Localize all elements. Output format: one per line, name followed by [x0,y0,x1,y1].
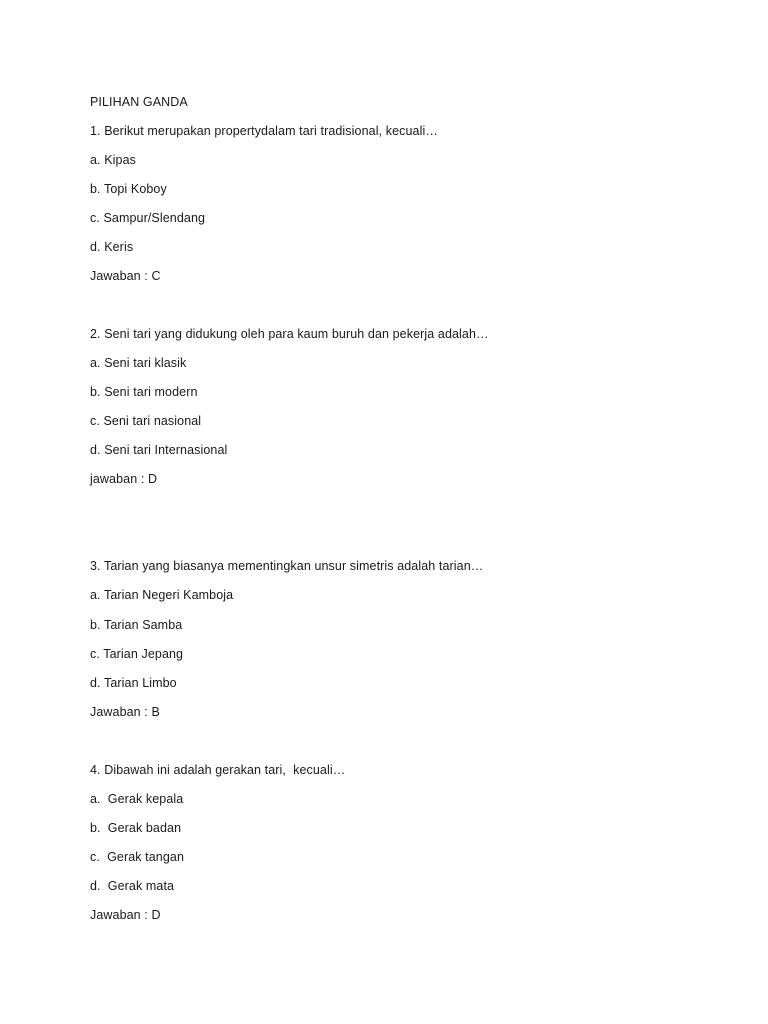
question-4-option-a: a. Gerak kepala [90,792,184,806]
question-3-option-a: a. Tarian Negeri Kamboja [90,588,234,602]
question-1-option-b: b. Topi Koboy [90,182,167,196]
question-4-text: 4. Dibawah ini adalah gerakan tari, kecuali… [90,763,346,777]
question-3-answer: Jawaban : B [90,705,160,719]
question-1-text: 1. Berikut merupakan propertydalam tari tradisional, kecuali… [90,124,438,138]
question-1-option-c: c. Sampur/Slendang [90,211,206,225]
question-2-option-c: c. Seni tari nasional [90,414,202,428]
question-3-option-b: b. Tarian Samba [90,618,183,632]
question-4-option-d: d. Gerak mata [90,879,175,893]
question-1-option-a: a. Kipas [90,153,136,167]
question-3-option-c: c. Tarian Jepang [90,647,184,661]
question-2-answer: jawaban : D [90,472,158,486]
question-1-option-d: d. Keris [90,240,134,254]
question-3-option-d: d. Tarian Limbo [90,676,177,690]
question-2-option-a: a. Seni tari klasik [90,356,187,370]
question-1-answer: Jawaban : C [90,269,161,283]
question-3-text: 3. Tarian yang biasanya mementingkan unsur simetris adalah tarian… [90,559,484,573]
question-4-option-c: c. Gerak tangan [90,850,185,864]
document-heading: PILIHAN GANDA [90,95,188,109]
question-4-option-b: b. Gerak badan [90,821,182,835]
question-4-answer: Jawaban : D [90,908,161,922]
question-2-text: 2. Seni tari yang didukung oleh para kaum buruh dan pekerja adalah… [90,327,489,341]
question-2-option-d: d. Seni tari Internasional [90,443,228,457]
question-2-option-b: b. Seni tari modern [90,385,198,399]
